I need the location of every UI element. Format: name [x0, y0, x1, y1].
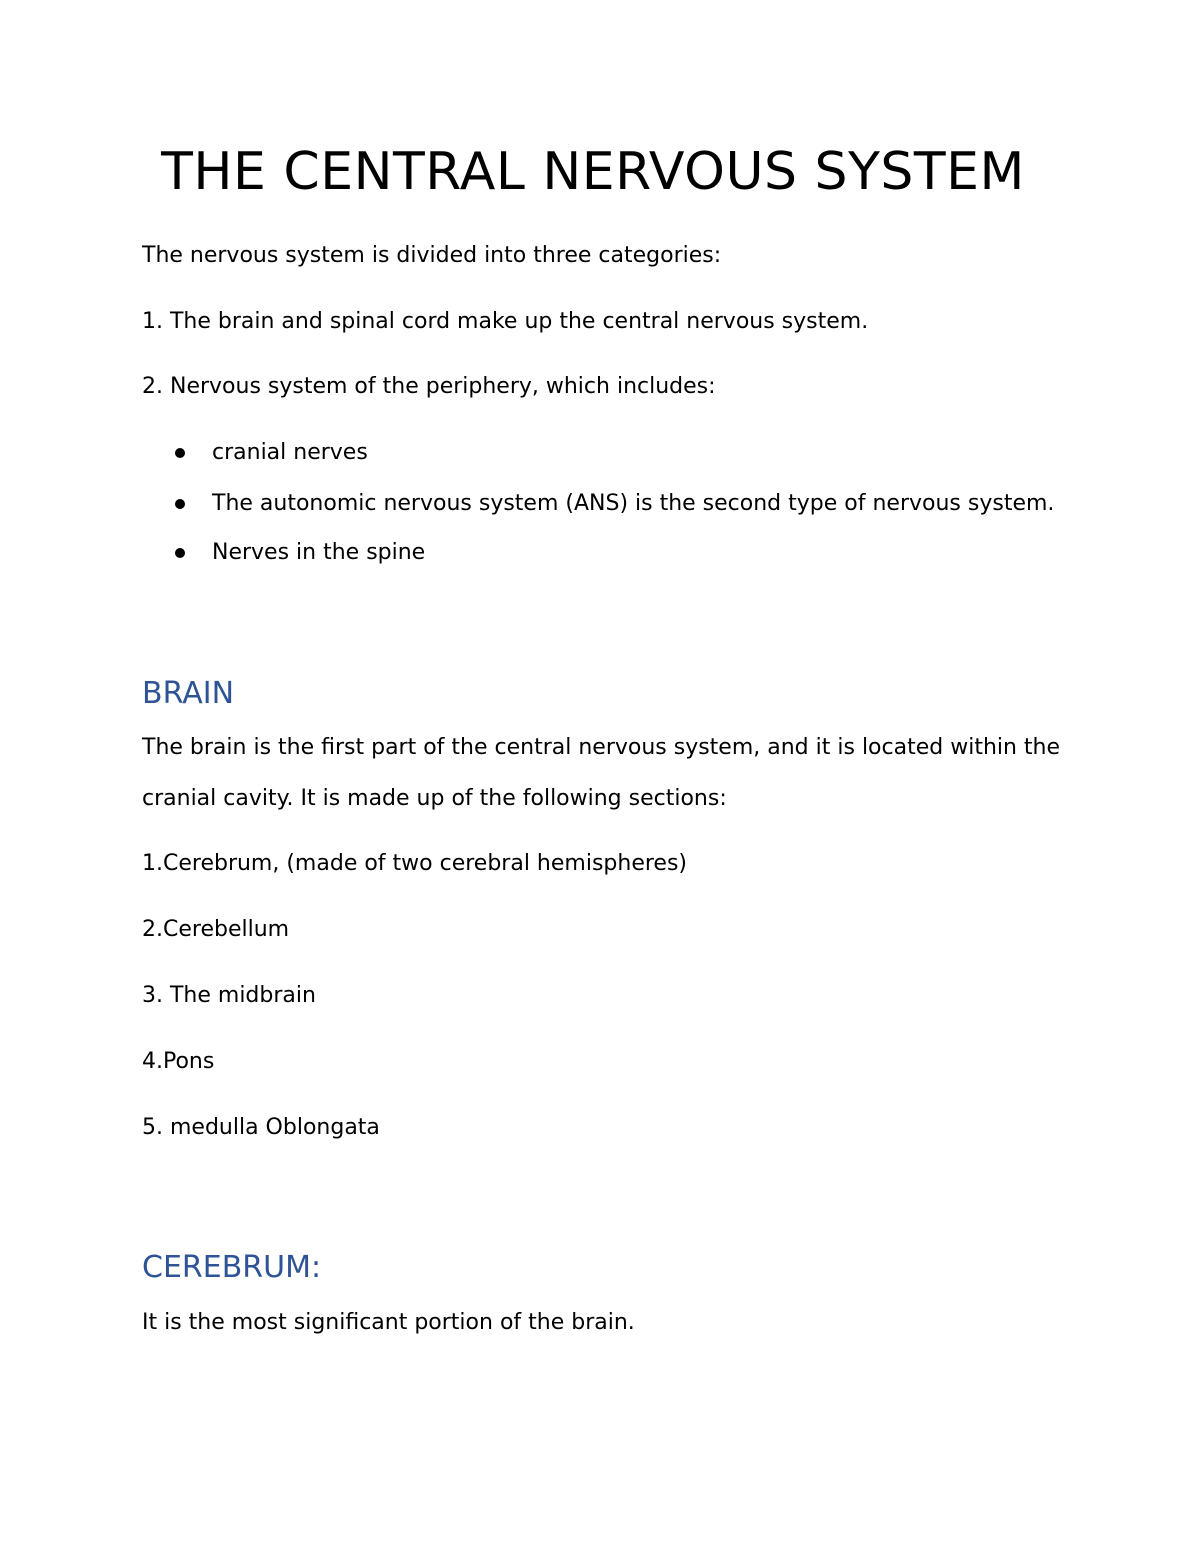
bullet-item-cranial: cranial nerves — [212, 440, 368, 465]
bullet-icon — [175, 448, 185, 458]
brain-section-medulla: 5. medulla Oblongata — [142, 1115, 380, 1140]
bullet-icon — [175, 499, 185, 509]
cerebrum-heading: CEREBRUM: — [142, 1250, 322, 1285]
cerebrum-paragraph: It is the most significant portion of the brain. — [142, 1310, 635, 1335]
brain-section-midbrain: 3. The midbrain — [142, 983, 316, 1008]
brain-section-cerebellum: 2.Cerebellum — [142, 917, 290, 942]
brain-paragraph-line2: cranial cavity. It is made up of the following sections: — [142, 786, 727, 811]
brain-section-cerebrum: 1.Cerebrum, (made of two cerebral hemispheres) — [142, 851, 688, 876]
document-title: THE CENTRAL NERVOUS SYSTEM — [161, 142, 1025, 202]
intro-paragraph: The nervous system is divided into three categories: — [142, 243, 722, 268]
list-item-central: 1. The brain and spinal cord make up the central nervous system. — [142, 309, 869, 334]
bullet-icon — [175, 548, 185, 558]
bullet-item-spinal: Nerves in the spine — [212, 540, 426, 565]
brain-heading: BRAIN — [142, 676, 235, 711]
list-item-peripheral: 2. Nervous system of the periphery, which includes: — [142, 374, 716, 399]
bullet-item-autonomic: The autonomic nervous system (ANS) is the second type of nervous system. — [212, 491, 1055, 516]
brain-paragraph-line1: The brain is the first part of the central nervous system, and it is located within the — [142, 735, 1061, 760]
brain-section-pons: 4.Pons — [142, 1049, 215, 1074]
